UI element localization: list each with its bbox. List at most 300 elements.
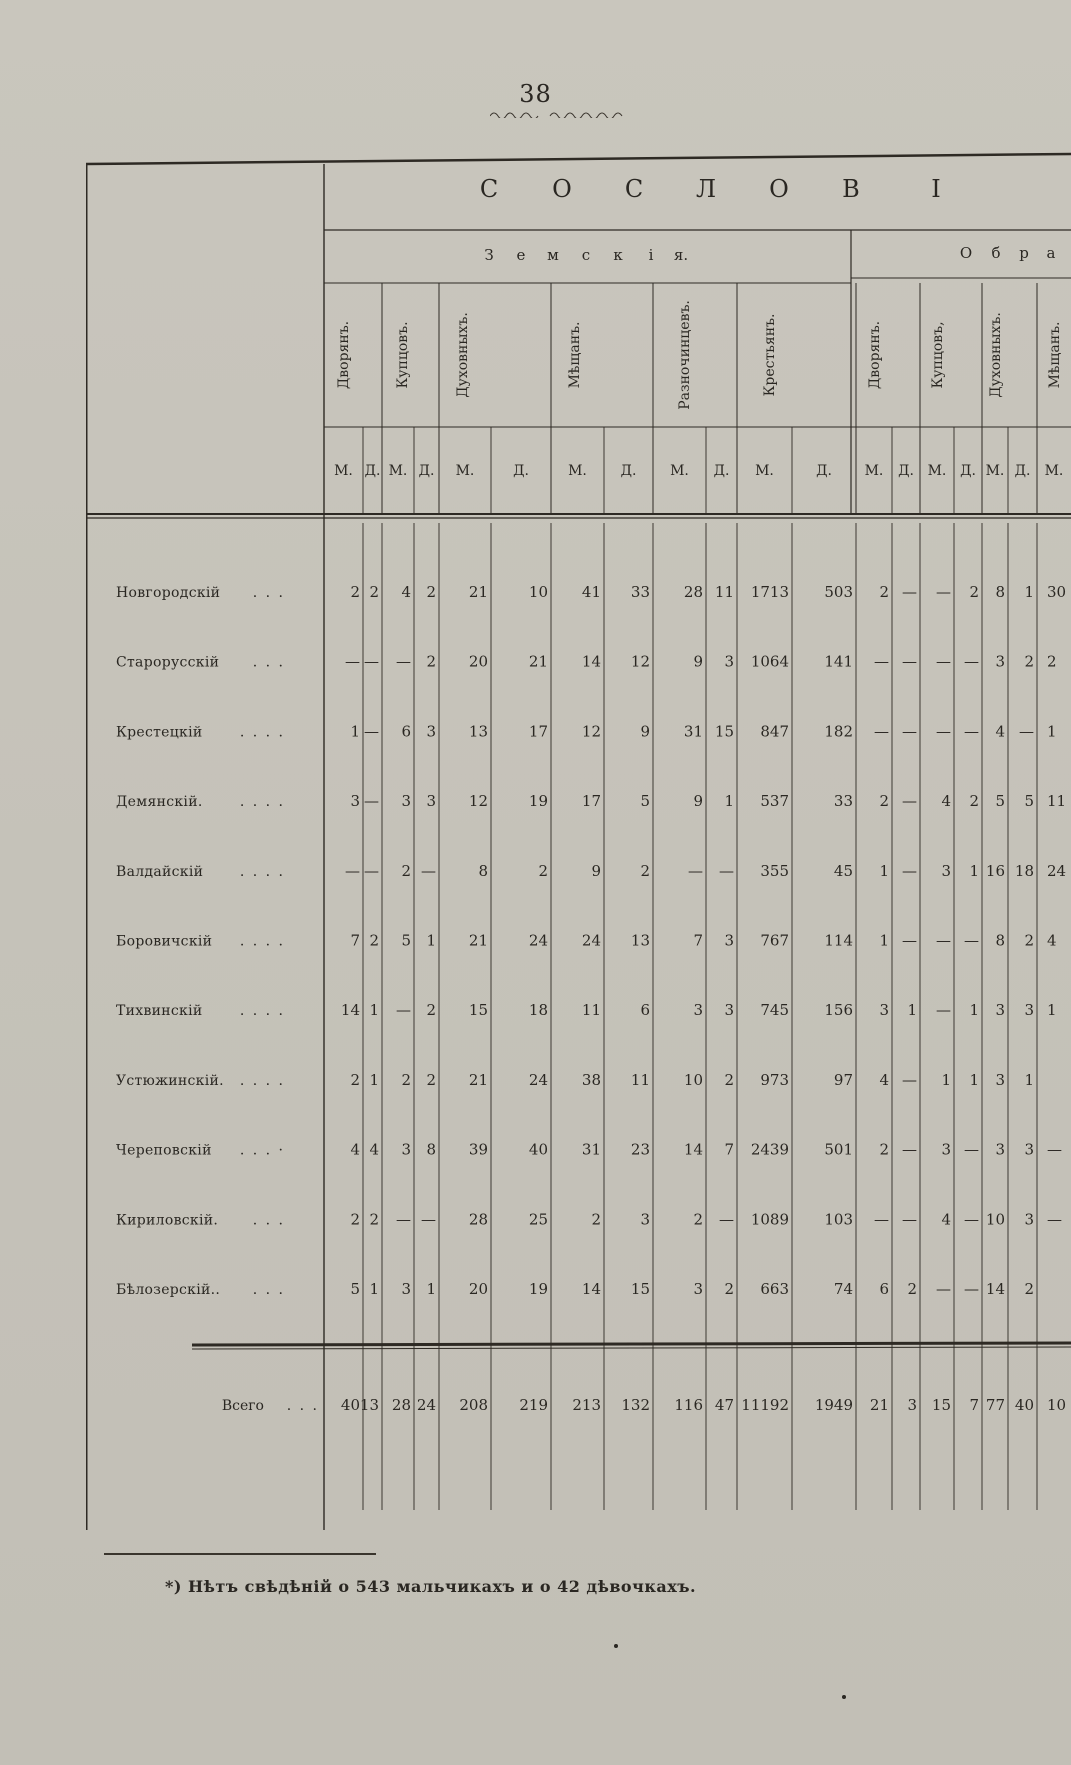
sub-header-d: Д.: [713, 463, 730, 479]
sub-header-d: Д.: [898, 463, 914, 479]
table-cell: 15: [714, 722, 734, 741]
table-cell: 2: [401, 861, 411, 880]
total-cell: 11192: [741, 1396, 789, 1414]
estate-title-letter: С: [479, 175, 499, 203]
table-cell: 4: [941, 792, 951, 811]
table-cell: 501: [824, 1140, 853, 1159]
table-cell: 1: [969, 1001, 979, 1020]
table-cell: 2: [879, 1140, 889, 1159]
table-cell: 3: [350, 792, 360, 811]
table-cell: 3: [1024, 1001, 1034, 1020]
table-cell: 3: [941, 861, 951, 880]
total-cell: 77: [985, 1396, 1005, 1414]
table-cell: 2: [369, 1210, 379, 1229]
table-cell: 9: [591, 861, 601, 880]
group-obr-letter: р: [1019, 244, 1029, 262]
table-cell: 18: [1014, 861, 1034, 880]
table-cell: —: [902, 1210, 917, 1229]
table-cell: 14: [985, 1280, 1005, 1298]
total-cell: 28: [391, 1396, 411, 1414]
table-cell: 2: [724, 1280, 734, 1298]
group-zemskie-letter: і: [648, 246, 654, 264]
table-cell: 767: [760, 931, 789, 950]
table-cell: 11: [1047, 792, 1067, 811]
row-label: Тихвинскій: [116, 1003, 203, 1020]
table-cell: 8: [478, 861, 488, 880]
table-cell: —: [902, 931, 917, 950]
sub-header-m: М.: [388, 463, 408, 479]
table-cell: 2: [426, 1070, 436, 1089]
table-cell: 8: [995, 583, 1005, 601]
table-cell: 2: [907, 1280, 917, 1298]
table-cell: 31: [581, 1140, 601, 1159]
table-cell: 5: [1024, 792, 1034, 811]
group-zemskie-letter: с: [581, 246, 591, 264]
table-cell: 3: [693, 1280, 703, 1298]
estate-title-letter: Л: [695, 175, 717, 203]
table-cell: 14: [683, 1140, 703, 1159]
table-cell: 182: [824, 722, 853, 741]
table-cell: —: [902, 1070, 917, 1089]
table-cell: 3: [640, 1210, 650, 1229]
table-cell: 103: [824, 1210, 853, 1229]
table-cell: 24: [581, 931, 601, 950]
table-cell: 7: [350, 931, 360, 950]
table-cell: 15: [630, 1280, 650, 1298]
table-cell: —: [719, 861, 734, 880]
table-cell: —: [964, 931, 979, 950]
table-cell: —: [902, 583, 917, 601]
column-header-zemskie: Духовныхъ.: [455, 312, 471, 398]
table-cell: 1: [969, 1070, 979, 1089]
sub-header-m: М.: [755, 463, 774, 479]
table-cell: 3: [401, 1140, 411, 1159]
row-label-leader: . . . .: [239, 1072, 285, 1089]
table-cell: 4: [879, 1070, 889, 1089]
table-cell: 1: [369, 1001, 379, 1020]
table-cell: 16: [985, 861, 1005, 880]
estate-title-letter: О: [769, 175, 789, 203]
table-cell: 10: [683, 1070, 703, 1089]
table-cell: 1: [1047, 722, 1057, 741]
table-cell: 12: [581, 722, 601, 741]
sub-header-m: М.: [1044, 463, 1064, 479]
table-cell: 7: [724, 1140, 734, 1159]
table-cell: 973: [760, 1070, 789, 1089]
table-cell: 11: [714, 583, 734, 601]
table-cell: 3: [693, 1001, 703, 1020]
total-cell: 15: [931, 1396, 951, 1414]
table-cell: 1: [941, 1070, 951, 1089]
table-cell: 24: [528, 931, 548, 950]
table-cell: 20: [468, 1280, 488, 1298]
table-cell: 4: [1047, 931, 1057, 950]
table-cell: 5: [350, 1280, 360, 1298]
table-cell: 3: [1024, 1140, 1034, 1159]
footnote-rule: [104, 1553, 376, 1555]
row-label-leader: . . . ·: [239, 1142, 285, 1159]
table-cell: 12: [630, 652, 650, 671]
table-cell: —: [345, 652, 360, 671]
table-cell: 3: [879, 1001, 889, 1020]
table-cell: 3: [724, 931, 734, 950]
group-zemskie-letter: м: [547, 246, 559, 264]
table-cell: 6: [401, 722, 411, 741]
paper-speck: [614, 1644, 618, 1648]
table-cell: —: [688, 861, 703, 880]
row-label: Череповскій: [116, 1142, 212, 1159]
table-cell: 1: [969, 861, 979, 880]
table-cell: —: [936, 583, 951, 601]
row-label: Новгородскій: [116, 585, 221, 601]
table-cell: 4: [369, 1140, 379, 1159]
table-cell: 847: [760, 722, 789, 741]
table-cell: 2: [640, 861, 650, 880]
table-cell: 39: [468, 1140, 488, 1159]
table-cell: 2: [350, 1070, 360, 1089]
table-cell: 1: [879, 931, 889, 950]
table-cell: 30: [1047, 583, 1067, 601]
row-label-leader: . . . .: [239, 933, 285, 950]
table-cell: —: [936, 1001, 951, 1020]
paper-speck: [842, 1695, 846, 1699]
table-cell: —: [874, 722, 889, 741]
row-label-leader: . . . .: [239, 863, 285, 880]
table-cell: 9: [693, 652, 703, 671]
table-cell: 537: [760, 792, 789, 811]
table-cell: 1: [1024, 583, 1034, 601]
table-cell: 17: [581, 792, 601, 811]
row-label: Кириловскій.: [116, 1212, 219, 1229]
table-cell: 2: [879, 792, 889, 811]
page-number: 38: [519, 80, 552, 108]
table-cell: 14: [581, 1280, 601, 1298]
table-cell: 2: [879, 583, 889, 601]
footnote: *) Нѣтъ свѣдѣній о 543 мальчикахъ и о 42 дѣвочкахъ.: [165, 1577, 697, 1596]
row-label: Крестецкій: [116, 724, 203, 741]
table-cell: 1: [1047, 1001, 1057, 1020]
row-label-leader: . . .: [252, 1212, 285, 1229]
table-cell: —: [936, 931, 951, 950]
table-cell: 7: [693, 931, 703, 950]
table-cell: 1064: [750, 652, 789, 671]
table-cell: 1: [369, 1280, 379, 1298]
total-cell: 116: [674, 1396, 703, 1414]
group-obr-letter: а: [1046, 244, 1056, 262]
table-cell: —: [964, 1140, 979, 1159]
table-cell: —: [421, 1210, 436, 1229]
table-cell: —: [396, 1210, 411, 1229]
table-cell: 15: [468, 1001, 488, 1020]
table-cell: 97: [833, 1070, 853, 1089]
table-cell: 5: [640, 792, 650, 811]
estate-title-letter: В: [842, 175, 860, 203]
table-cell: 2: [426, 1001, 436, 1020]
estate-title-letter: І: [931, 175, 941, 203]
table-cell: 2439: [750, 1140, 789, 1159]
table-cell: —: [936, 722, 951, 741]
table-cell: 4: [401, 583, 411, 601]
total-cell: 1949: [814, 1396, 853, 1414]
table-cell: 33: [833, 792, 853, 811]
table-cell: 3: [995, 1001, 1005, 1020]
table-cell: 3: [995, 652, 1005, 671]
row-label-leader: . . .: [252, 654, 285, 671]
table-top-border: [86, 154, 1071, 164]
table-cell: —: [364, 861, 379, 880]
total-cell: 213: [572, 1396, 601, 1414]
table-cell: —: [936, 652, 951, 671]
table-cell: 4: [941, 1210, 951, 1229]
total-cell: 40: [1014, 1396, 1034, 1414]
total-cell: 47: [714, 1396, 734, 1414]
table-cell: 156: [824, 1001, 853, 1020]
column-header-obr: Дворянъ.: [867, 320, 883, 390]
row-label: Валдайскій: [116, 863, 204, 880]
table-cell: 3: [401, 792, 411, 811]
table-cell: 3: [941, 1140, 951, 1159]
column-header-zemskie: Дворянъ.: [336, 320, 352, 390]
table-cell: 4: [995, 722, 1005, 741]
sub-header-m: М.: [864, 463, 884, 479]
table-cell: —: [364, 652, 379, 671]
table-cell: 9: [640, 722, 650, 741]
table-cell: 3: [1024, 1210, 1034, 1229]
total-cell: 132: [621, 1396, 650, 1414]
total-cell: 24: [416, 1396, 436, 1414]
total-cell: 3: [907, 1396, 917, 1414]
column-header-zemskie: Купцовъ.: [395, 321, 411, 389]
table-cell: 40: [528, 1140, 548, 1159]
table-cell: 6: [640, 1001, 650, 1020]
column-header-zemskie: Мѣщанъ.: [567, 321, 583, 389]
table-cell: 6: [879, 1280, 889, 1298]
sub-header-d: Д.: [1014, 463, 1031, 479]
table-cell: 503: [824, 583, 853, 601]
table-cell: 33: [630, 583, 650, 601]
table-cell: 2: [1024, 931, 1034, 950]
table-cell: 31: [683, 722, 703, 741]
row-label: Устюжинскій.: [116, 1072, 224, 1089]
table-cell: 11: [581, 1001, 601, 1020]
table-cell: 3: [426, 792, 436, 811]
row-label-leader: . . .: [252, 585, 285, 601]
table-cell: 1: [426, 931, 436, 950]
total-cell: 7: [969, 1396, 979, 1414]
sub-header-m: М.: [985, 463, 1005, 479]
table-cell: 4: [350, 1140, 360, 1159]
group-zemskie-letter: к: [613, 246, 623, 264]
table-cell: 1: [907, 1001, 917, 1020]
table-cell: 3: [995, 1140, 1005, 1159]
table-cell: 10: [528, 583, 548, 601]
table-cell: —: [396, 652, 411, 671]
table-cell: 141: [824, 652, 853, 671]
table-cell: —: [364, 722, 379, 741]
table-cell: 1: [350, 722, 360, 741]
table-cell: —: [936, 1280, 951, 1298]
total-cell: 10: [1047, 1396, 1067, 1414]
column-header-obr: Купцовъ,: [930, 321, 946, 389]
table-cell: 12: [468, 792, 488, 811]
table-cell: —: [902, 861, 917, 880]
statistics-table: [86, 150, 1071, 1545]
table-cell: 1: [426, 1280, 436, 1298]
estate-title-letter: О: [552, 175, 572, 203]
table-cell: 2: [538, 861, 548, 880]
table-cell: 8: [995, 931, 1005, 950]
table-cell: 24: [1047, 861, 1067, 880]
sub-header-d: Д.: [513, 463, 529, 479]
column-header-obr: Мѣщанъ.: [1047, 321, 1063, 389]
group-obr-letter: б: [991, 244, 1001, 262]
table-cell: 2: [369, 931, 379, 950]
table-cell: 17: [528, 722, 548, 741]
table-cell: 28: [683, 583, 703, 601]
total-cell: 219: [519, 1396, 548, 1414]
table-cell: —: [902, 792, 917, 811]
table-cell: 2: [426, 652, 436, 671]
sub-header-m: М.: [568, 463, 587, 479]
total-cell: 208: [459, 1396, 488, 1414]
table-cell: 355: [760, 861, 789, 880]
sub-header-m: М.: [927, 463, 947, 479]
table-cell: 13: [630, 931, 650, 950]
table-cell: 2: [724, 1070, 734, 1089]
table-cell: 2: [401, 1070, 411, 1089]
table-cell: 2: [1047, 652, 1057, 671]
total-label-leader: . . .: [286, 1398, 319, 1414]
table-cell: 14: [581, 652, 601, 671]
table-cell: —: [1019, 722, 1034, 741]
table-cell: 114: [824, 931, 853, 950]
table-cell: 21: [468, 931, 488, 950]
table-cell: 38: [581, 1070, 601, 1089]
table-cell: 19: [528, 1280, 548, 1298]
group-zemskie-letter: я.: [673, 246, 689, 264]
table-cell: 2: [969, 583, 979, 601]
table-cell: 74: [833, 1280, 853, 1298]
table-cell: 5: [401, 931, 411, 950]
total-label: Всего: [221, 1398, 264, 1414]
table-cell: —: [396, 1001, 411, 1020]
table-cell: 1: [879, 861, 889, 880]
estate-title-letter: С: [624, 175, 644, 203]
row-label-leader: . . . .: [239, 1003, 285, 1020]
sub-header-m: М.: [670, 463, 689, 479]
table-cell: —: [719, 1210, 734, 1229]
table-cell: 45: [833, 861, 853, 880]
table-cell: 20: [468, 652, 488, 671]
table-cell: 25: [528, 1210, 548, 1229]
sub-header-d: Д.: [620, 463, 637, 479]
table-cell: —: [874, 1210, 889, 1229]
table-cell: 24: [528, 1070, 548, 1089]
table-cell: 18: [528, 1001, 548, 1020]
table-cell: 21: [468, 583, 488, 601]
table-cell: 10: [985, 1210, 1005, 1229]
sub-header-d: Д.: [418, 463, 435, 479]
table-cell: 1: [1024, 1070, 1034, 1089]
sub-header-d: Д.: [960, 463, 976, 479]
table-cell: 11: [630, 1070, 650, 1089]
table-cell: 5: [995, 792, 1005, 811]
table-cell: —: [964, 1280, 979, 1298]
table-cell: 1089: [750, 1210, 789, 1229]
table-cell: 13: [468, 722, 488, 741]
sub-header-d: Д.: [816, 463, 832, 479]
group-zemskie-letter: З: [484, 246, 494, 264]
table-cell: 2: [369, 583, 379, 601]
table-cell: —: [902, 652, 917, 671]
table-cell: —: [964, 652, 979, 671]
table-cell: 3: [426, 722, 436, 741]
table-cell: 19: [528, 792, 548, 811]
table-cell: 3: [724, 1001, 734, 1020]
sub-header-m: М.: [455, 463, 475, 479]
table-cell: 1: [369, 1070, 379, 1089]
table-cell: 1: [724, 792, 734, 811]
table-cell: 41: [581, 583, 601, 601]
table-cell: 1713: [750, 583, 789, 601]
group-obr-letter: О: [959, 244, 973, 262]
table-cell: —: [364, 792, 379, 811]
page-number-ornament: [490, 110, 626, 118]
table-cell: 3: [995, 1070, 1005, 1089]
table-cell: —: [902, 1140, 917, 1159]
row-label-leader: . . . .: [239, 724, 285, 741]
column-header-obr: Духовныхъ.: [988, 312, 1004, 398]
row-label-leader: . . . .: [239, 794, 285, 811]
table-cell: 2: [350, 1210, 360, 1229]
table-cell: —: [874, 652, 889, 671]
table-cell: —: [1047, 1210, 1062, 1229]
table-cell: 2: [350, 583, 360, 601]
table-cell: 14: [340, 1001, 360, 1020]
table-cell: 23: [630, 1140, 650, 1159]
table-cell: —: [421, 861, 436, 880]
row-label: Боровичскій: [116, 933, 213, 950]
row-label: Старорусскій: [116, 654, 220, 671]
table-cell: —: [902, 722, 917, 741]
sub-header-d: Д.: [364, 463, 381, 479]
table-cell: 2: [591, 1210, 601, 1229]
table-cell: 28: [468, 1210, 488, 1229]
table-cell: 2: [969, 792, 979, 811]
total-cell: 40: [340, 1396, 360, 1414]
row-label: Бѣлозерскій..: [116, 1282, 221, 1298]
table-cell: 2: [1024, 1280, 1034, 1298]
table-cell: 745: [760, 1001, 789, 1020]
sub-header-m: М.: [334, 463, 353, 479]
table-cell: —: [345, 861, 360, 880]
column-header-zemskie: Разночинцевъ.: [677, 300, 693, 410]
total-cell: 13: [359, 1396, 379, 1414]
table-cell: 2: [426, 583, 436, 601]
table-cell: 2: [693, 1210, 703, 1229]
row-label-leader: . . .: [252, 1282, 285, 1298]
table-cell: 663: [760, 1280, 789, 1298]
table-cell: 21: [468, 1070, 488, 1089]
table-cell: 21: [528, 652, 548, 671]
column-header-zemskie: Крестьянъ.: [762, 313, 778, 397]
total-cell: 21: [869, 1396, 889, 1414]
table-cell: 8: [426, 1140, 436, 1159]
table-cell: —: [1047, 1140, 1062, 1159]
table-cell: 3: [401, 1280, 411, 1298]
table-cell: 2: [1024, 652, 1034, 671]
table-cell: 3: [724, 652, 734, 671]
